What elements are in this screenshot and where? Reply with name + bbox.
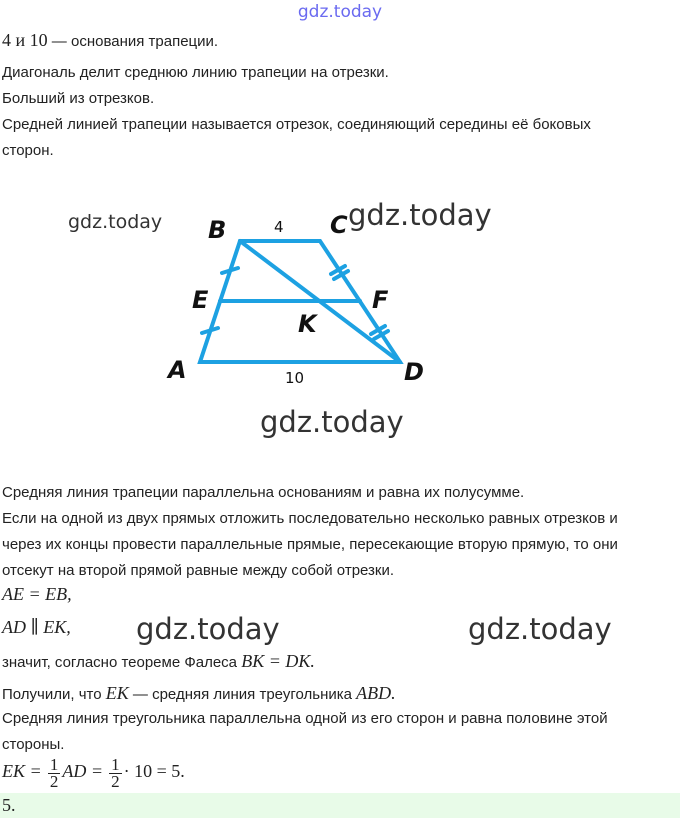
text-line-triangle-property: Средняя линия треугольника параллельна одной из его сторон и равна половине этой bbox=[2, 710, 608, 727]
thales-text: значит, согласно теореме Фалеса bbox=[2, 654, 242, 671]
label-e: E bbox=[192, 286, 209, 314]
text-line-thales-3: отсекут на второй прямой равные между собой отрезки. bbox=[2, 562, 395, 579]
trapezoid-diagram bbox=[0, 195, 680, 455]
label-d: D bbox=[404, 358, 424, 386]
label-a: A bbox=[168, 356, 187, 384]
text-line-diagonal: Диагональ делит среднюю линию трапеции на отрезки. bbox=[2, 64, 389, 81]
text-line-midline-def: Средней линией трапеции называется отрезок, соединяющий середины её боковых bbox=[2, 116, 591, 133]
watermark-middle-left: gdz.today bbox=[136, 612, 280, 646]
tick-ae bbox=[202, 328, 218, 333]
fraction-half-2: $\frac{1}{2}$ bbox=[111, 754, 120, 791]
label-c: C bbox=[330, 211, 348, 239]
math-abd: ABD. bbox=[356, 683, 396, 703]
answer-value: 5. bbox=[2, 795, 16, 815]
label-b: B bbox=[208, 216, 227, 244]
math-bk-dk: BK = DK. bbox=[241, 651, 315, 671]
text-line-triangle-property-cont: стороны. bbox=[2, 736, 65, 753]
top-watermark: gdz.today bbox=[297, 2, 383, 22]
math-ad-parallel-ek: AD ∥ EK, bbox=[2, 617, 71, 637]
diagram-watermark-right: gdz.today bbox=[348, 198, 492, 232]
text-line-midline-triangle bbox=[2, 683, 396, 705]
tick-eb bbox=[222, 268, 238, 273]
answer-bar bbox=[0, 793, 680, 818]
formula-mid: AD = bbox=[62, 761, 103, 781]
label-bottom-base: 10 bbox=[285, 369, 305, 387]
formula-lhs: EK = bbox=[2, 761, 42, 781]
diagram-watermark-bottom: gdz.today bbox=[260, 405, 404, 439]
text-line-larger: Больший из отрезков. bbox=[2, 90, 155, 107]
midline-triangle-text: — средняя линия треугольника bbox=[128, 686, 357, 703]
got-text: Получили, что bbox=[2, 686, 106, 703]
formula-rhs: · 10 = 5. bbox=[123, 761, 185, 781]
math-bases: 4 и 10 bbox=[2, 30, 48, 50]
math-ek: EK bbox=[105, 683, 129, 703]
text-line-thales-1: Если на одной из двух прямых отложить последовательно несколько равных отрезков и bbox=[2, 510, 618, 527]
diagram-watermark-left: gdz.today bbox=[68, 211, 163, 233]
fraction-half-1: $\frac{1}{2}$ bbox=[49, 754, 59, 791]
text-line-thales-2: через их концы провести параллельные прямые, пересекающие вторую прямую, то они bbox=[2, 536, 618, 553]
watermark-middle-right: gdz.today bbox=[468, 612, 612, 646]
text-line-trapezoid-property: Средняя линия трапеции параллельна основаниям и равна их полусумме. bbox=[2, 484, 525, 501]
label-top-base: 4 bbox=[274, 218, 284, 236]
label-k: K bbox=[298, 310, 317, 338]
text-line-midline-def-cont: сторон. bbox=[2, 142, 54, 159]
label-f: F bbox=[372, 286, 389, 314]
formula-ek bbox=[2, 752, 185, 792]
math-ae-eb: AE = EB, bbox=[2, 584, 72, 604]
text-line-bases bbox=[2, 30, 218, 52]
bases-text: — основания трапеции. bbox=[47, 33, 219, 50]
text-line-thales-conclusion bbox=[2, 651, 315, 673]
